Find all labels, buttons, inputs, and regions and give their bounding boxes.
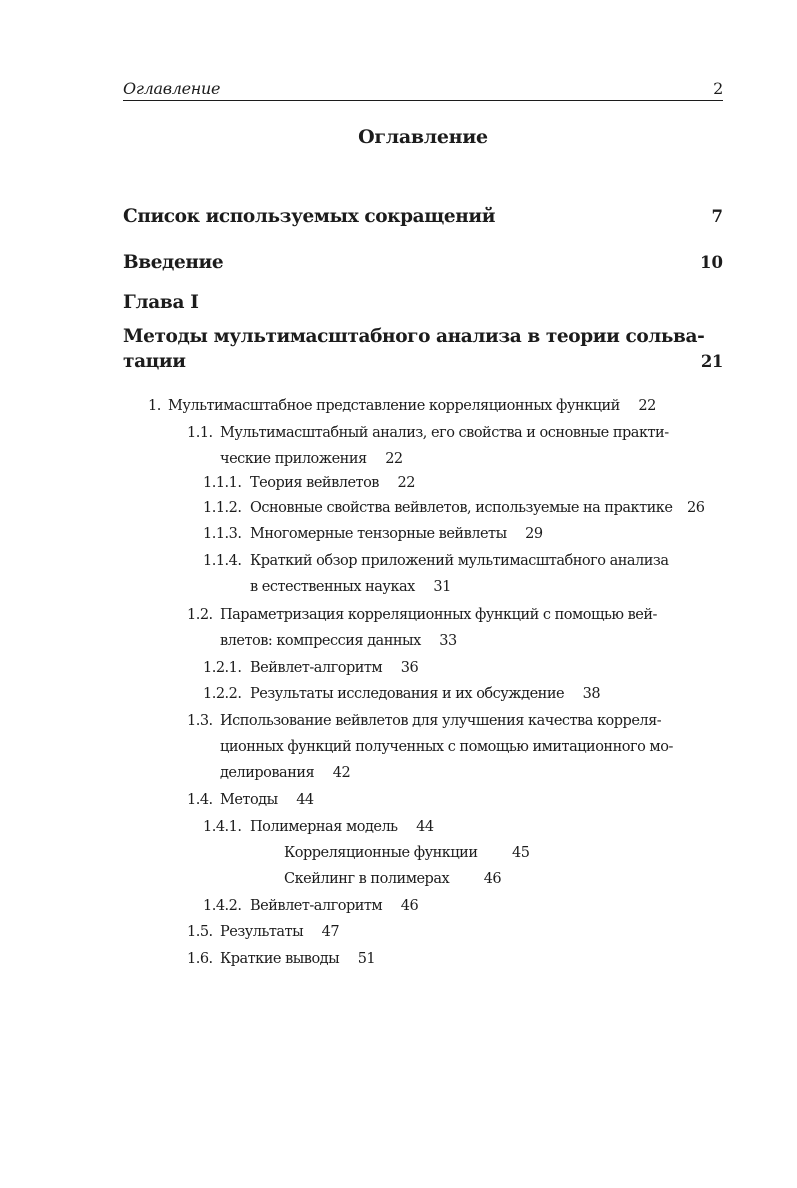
toc-entry-number: 1.4.1. <box>203 819 242 835</box>
toc-entry-title: Многомерные тензорные вейвлеты <box>250 526 507 542</box>
toc-entry-title: Полимерная модель <box>250 819 398 835</box>
chapter-title-line-2: тации <box>123 351 186 372</box>
toc-entry-title: Введение <box>123 252 224 273</box>
toc-entry-title: Скейлинг в полимерах <box>284 871 450 887</box>
toc-entry-page: 51 <box>357 951 376 967</box>
running-head-page-number: 2 <box>713 79 723 98</box>
toc-entry-title-line-2: ционных функций полученных с помощью имитационного мо- <box>220 739 673 755</box>
toc-entry-number: 1.5. <box>187 924 213 940</box>
toc-entry-title: Основные свойства вейвлетов, используемые на практике <box>250 500 673 516</box>
toc-entry-title-line-2: влетов: компрессия данных <box>220 633 421 649</box>
toc-entry-page: 22 <box>638 398 656 414</box>
toc-entry-number: 1.1.4. <box>203 553 242 569</box>
toc-entry-page: 47 <box>321 924 340 940</box>
toc-entry-page: 26 <box>686 500 705 516</box>
toc-entry-number: 1.3. <box>187 713 213 729</box>
toc-entry-page: 44 <box>416 819 434 835</box>
toc-entry-page: 33 <box>439 633 457 649</box>
toc-entry-number: 1.2. <box>187 607 213 623</box>
toc-entry-title: Корреляционные функции <box>284 845 478 861</box>
toc-entry-page: 36 <box>400 660 419 676</box>
toc-entry-page: 46 <box>483 871 502 887</box>
toc-entry-abbreviations[interactable] <box>123 206 723 227</box>
toc-entry-title-line-1: Использование вейвлетов для улучшения качества корреля- <box>220 713 662 729</box>
toc-entry-page: 29 <box>525 526 543 542</box>
toc-entry-number: 1.4. <box>187 792 213 808</box>
toc-entry-title-line-2: ческие приложения <box>220 451 367 467</box>
toc-entry-title: Вейвлет-алгоритм <box>250 660 383 676</box>
chapter-page: 21 <box>700 352 723 371</box>
toc-entry-number: 1.1. <box>187 425 213 441</box>
toc-entry-title: Теория вейвлетов <box>250 475 379 491</box>
toc-entry-page: 38 <box>582 686 601 702</box>
running-head-title: Оглавление <box>123 79 221 98</box>
toc-entry-title: Список используемых сокращений <box>123 206 496 227</box>
toc-entry-number: 1.4.2. <box>203 898 242 914</box>
toc-entry-page: 7 <box>711 207 723 226</box>
toc-entry-number: 1.1.2. <box>203 500 242 516</box>
chapter-label: Глава I <box>123 292 199 313</box>
toc-entry-page: 42 <box>332 765 351 781</box>
toc-entry-number: 1.2.1. <box>203 660 242 676</box>
toc-entry-introduction[interactable] <box>123 252 723 273</box>
toc-entry-number: 1.1.1. <box>203 475 242 491</box>
toc-entry-page: 31 <box>433 579 451 595</box>
toc-entry-title-line-1: Параметризация корреляционных функций с помощью вей- <box>220 607 657 623</box>
toc-entry-title: Краткие выводы <box>220 951 340 967</box>
toc-entry-number: 1.6. <box>187 951 213 967</box>
toc-entry-title: Вейвлет-алгоритм <box>250 898 383 914</box>
toc-entry-page: 46 <box>400 898 419 914</box>
running-head-rule <box>123 100 723 101</box>
toc-entry-page: 44 <box>296 792 314 808</box>
toc-entry-title: Результаты исследования и их обсуждение <box>250 686 565 702</box>
toc-entry-page: 45 <box>512 845 530 861</box>
toc-entry-page: 22 <box>397 475 415 491</box>
toc-entry-title: Результаты <box>220 924 304 940</box>
toc-entry-title-line-2: в естественных науках <box>250 579 415 595</box>
page-title: Оглавление <box>358 126 488 148</box>
toc-entry-chapter-1[interactable] <box>123 326 723 372</box>
toc-entry-title-line-1: Мультимасштабный анализ, его свойства и основные практи- <box>220 425 669 441</box>
toc-entry-title: Мультимасштабное представление корреляционных функций <box>168 398 620 414</box>
toc-entry-number: 1.2.2. <box>203 686 242 702</box>
running-head <box>123 74 723 98</box>
toc-entry-title-line-1: Краткий обзор приложений мультимасштабного анализа <box>250 553 669 569</box>
toc-entry-title: Методы <box>220 792 278 808</box>
toc-entry-title-line-3: делирования <box>220 765 315 781</box>
toc-entry-number: 1.1.3. <box>203 526 242 542</box>
chapter-title-line-1: Методы мультимасштабного анализа в теории сольва- <box>123 326 705 347</box>
toc-entry-page: 10 <box>700 253 723 272</box>
toc-entry-page: 22 <box>385 451 403 467</box>
toc-entry-number: 1. <box>148 398 161 414</box>
